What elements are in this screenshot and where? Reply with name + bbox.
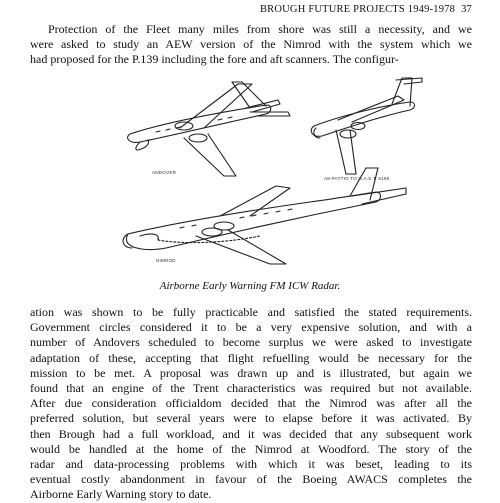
paragraph-line: adaptation of these, accepting that flight refuelling would be necessary for the [30,350,472,365]
paragraph-line: would be handled at the home of the Nimrod at Woodford. The story of the [30,441,472,456]
page-number: 37 [461,4,472,15]
paragraph-line: number of Andovers scheduled to become surplus we were asked to investigate [30,335,472,350]
paragraph-line: were asked to study an AEW version of the Nimrod with the system which we [30,37,472,52]
paragraph-line: radar and data-processing problems with which it was beset, leading to its [30,457,472,472]
paragraph-line: Protection of the Fleet many miles from shore was still a necessity, and we [48,22,472,36]
paragraph-line: then Brough had a full workload, and it was decided that any subsequent work [30,426,472,441]
andover-drawing [128,82,290,176]
nimrod-drawing [123,168,406,264]
paragraph-line: Government circles considered it to be a very expensive solution, and with a [30,320,472,335]
paragraph-line: Airborne Early Warning story to date. [30,487,212,502]
paragraph-line: preferred solution, but several years were to elapse before it was activated. By [30,411,472,426]
paragraph-line: mission to be met. A proposal was drawn up and is illustrated, but again we [30,365,472,380]
paragraph-line: ation was shown to be fully practicable and satisfied the stated requirements. [30,305,472,319]
label-a8: A8-PATTIO TO N.A.S.T. 6166 [324,176,390,181]
label-andover: ANDOVER [152,170,177,175]
aircraft-drawings [100,76,430,276]
paragraph-line: found that an engine of the Trent characteristics was required but not available. [30,381,472,396]
paragraph-line: eventual costly abandonment in favour of the Boeing AWACS completes the [30,472,472,487]
running-header [260,4,472,15]
paragraph-bottom [30,305,472,503]
paragraph-line: had proposed for the P.139 including the fore and aft scanners. The configur- [30,52,399,67]
a8-jet-drawing [311,78,422,174]
aircraft-illustration [100,76,430,276]
running-title: BROUGH FUTURE PROJECTS 1949-1978 [259,4,456,15]
label-nimrod: NIMROD [156,258,176,263]
figure-caption: Airborne Early Warning FM ICW Radar. [159,280,341,292]
paragraph-top [30,22,472,68]
paragraph-line: After due consideration officialdom decided that the Nimrod was after all the [30,396,472,411]
